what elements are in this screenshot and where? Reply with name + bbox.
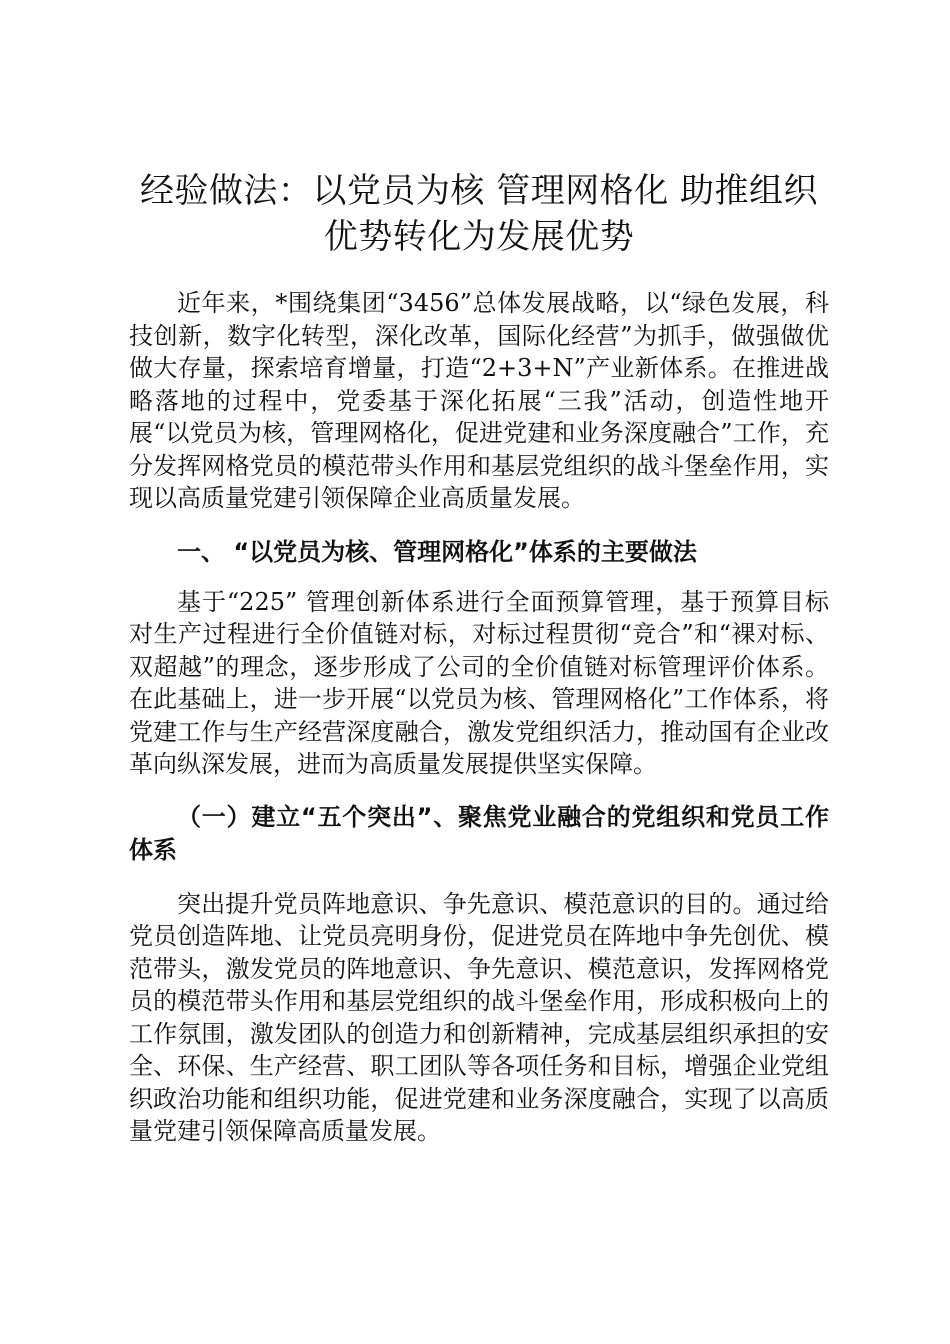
subsection-1-paragraph: 突出提升党员阵地意识、争先意识、模范意识的目的。通过给党员创造阵地、让党员亮明身份，促进党员在阵地中争先创优、模范带头，激发党员的阵地意识、争先意识、模范意识，发挥网格党员的模范带头作用和基层党组织的战斗堡垒作用，形成积极向上的工作氛围，激发团队的创造力和创新精神，完成基层组织承担的安全、环保、生产经营、职工团队等各项任务和目标，增强企业党组织政治功能和组织功能，促进党建和业务深度融合，实现了以高质量党建引领保障高质量发展。 — [129, 889, 829, 1145]
intro-paragraph: 近年来，*围绕集团“3456”总体发展战略，以“绿色发展，科技创新，数字化转型，深化改革，国际化经营”为抓手，做强做优做大存量，探索培育增量，打造“2+3+N”产业新体系。在推进战略落地的过程中，党委基于深化拓展“三我”活动，创造性地开展“以党员为核，管理网格化，促进党建和业务深度融合”工作，充分发挥网格党员的模范带头作用和基层党组织的战斗堡垒作用，实现以高质量党建引领保障企业高质量发展。 — [129, 289, 829, 512]
document-title: 经验做法：以党员为核 管理网格化 助推组织优势转化为发展优势 — [139, 171, 819, 257]
subsection-heading-1: （一）建立“五个突出”、聚焦党业融合的党组织和党员工作体系 — [129, 802, 829, 864]
document-page — [129, 168, 829, 1148]
section-1-paragraph: 基于“225” 管理创新体系进行全面预算管理，基于预算目标对生产过程进行全价值链对标，对标过程贯彻“竞合”和“裸对标、双超越”的理念，逐步形成了公司的全价值链对标管理评价体系。在此基础上，进一步开展“以党员为核、管理网格化”工作体系，将党建工作与生产经营深度融合，激发党组织活力，推动国有企业改革向纵深发展，进而为高质量发展提供坚实保障。 — [129, 587, 829, 778]
section-heading-1: 一、 “以党员为核、管理网格化”体系的主要做法 — [177, 537, 697, 566]
